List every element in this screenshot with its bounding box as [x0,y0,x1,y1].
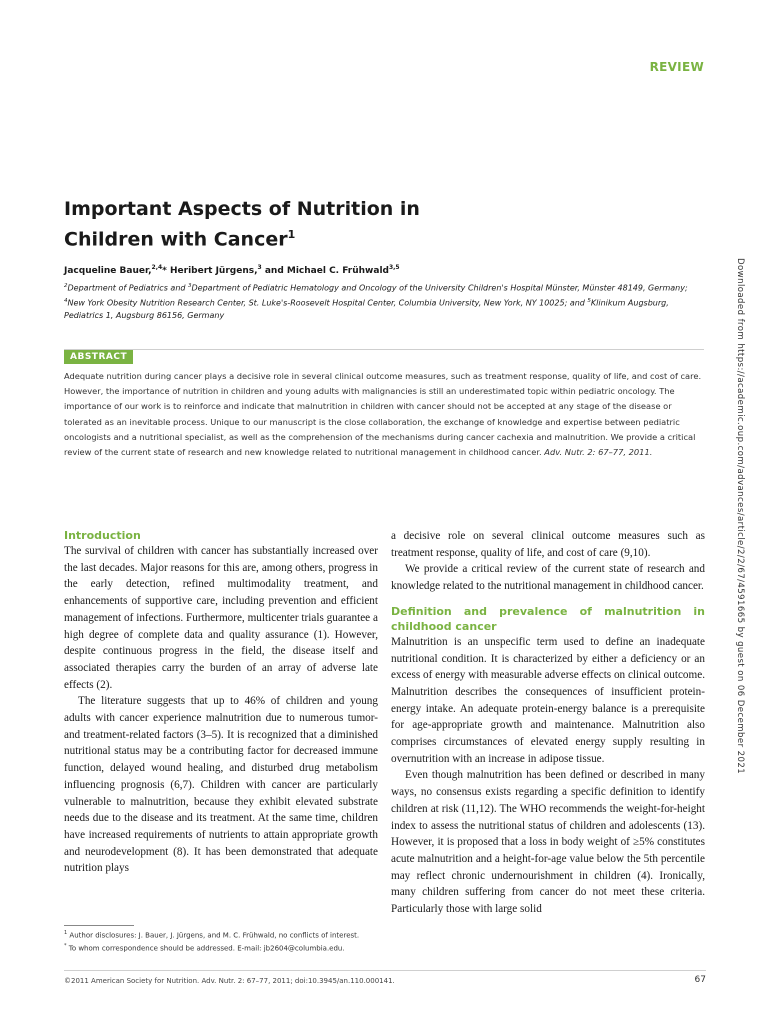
author-affil-mark: 3,5 [388,264,400,271]
right-paragraph-1: a decisive role on several clinical outcome measures such as treatment response, quality of life, and cost of care (9,10). [391,530,705,559]
title-footnote-mark: 1 [287,228,296,241]
footnote-divider [64,925,134,926]
abstract-body [64,369,706,460]
affiliations [64,280,694,322]
abstract-text: Adequate nutrition during cancer plays a decisive role in several clinical outcome measures, such as treatment response, quality of life, and cost of care. However, the importance of nutrition in children and young adults with malignancies is still an underestimated topic within pediatric oncology. The importance of our work is to reinforce and indicate that malnutrition in children with cancer should not be accepted at any stage of the disease or tolerated as an inevitable process. Unique to our manuscript is the close collaboration, the exchange of knowledge and expertise between pediatric oncologists and a nutritional specialist, as well as the comprehension of the mechanisms during cancer cachexia and malnutrition. We provide a critical review of the current state of research and new knowledge related to nutritional management in childhood cancer. [64,371,702,458]
corresponding-mark: * [162,266,167,276]
author-affil-mark: 3 [257,264,262,271]
abstract-citation: Adv. Nutr. 2: 67–77, 2011. [544,447,653,458]
affil-text: New York Obesity Nutrition Research Center, St. Luke's-Roosevelt Hospital Center, Columbia University, New York, NY 10025; and [67,298,588,308]
author-name: Jacqueline Bauer, [64,266,152,276]
affil-text: Department of Pediatrics and [67,283,189,293]
affil-text: Department of Pediatric Hematology and Oncology of the University Children's Hospital Münster, Münster 48149, Germany; [191,283,688,293]
download-watermark-container [735,258,749,778]
footnote-text: Author disclosures: J. Bauer, J. Jürgens, and M. C. Frühwald, no conflicts of interest. [69,931,360,940]
definition-heading: Definition and prevalence of malnutrition in childhood cancer [391,604,705,633]
definition-paragraph-2: Even though malnutrition has been defined or described in many ways, no consensus exists regarding a specific definition to identify children at risk (11,12). The WHO recommends the weight-for-height index to assess the nutritional status of children and adolescents (13). However, it is proposed that a loss in body weight of ≥5% constitutes acute malnutrition and a height-for-age value below the 5th percentile may reflect chronic undernourishment in children (4). Ironically, many children suffering from cancer do not meet these criteria. Particularly those with large solid [391,769,705,916]
footnote [64,941,384,954]
abstract-divider [64,349,704,350]
footnote-mark: * [64,943,67,950]
affil-text: Klinikum Augsburg, Pediatrics 1, Augsburg 86156, Germany [64,298,669,321]
author-list [64,264,704,276]
copyright-line: ©2011 American Society for Nutrition. Adv. Nutr. 2: 67–77, 2011; doi:10.3945/an.110.000141. [64,977,395,985]
article-title [64,196,484,252]
author-affil-mark: 2,4 [151,264,163,271]
author-name: and Michael C. Frühwald [261,266,389,276]
page-number: 67 [694,975,706,985]
footnote-mark: 1 [64,930,68,936]
right-column [391,528,705,918]
footnote [64,928,384,941]
footnote-text: To whom correspondence should be addressed. E-mail: jb2604@columbia.edu. [68,944,345,953]
intro-heading: Introduction [64,529,141,542]
abstract-label: ABSTRACT [64,350,133,364]
right-paragraph-2: We provide a critical review of the current state of research and knowledge related to the nutritional management in childhood cancer. [391,563,705,593]
footer-divider [64,970,706,971]
footnotes [64,928,384,955]
intro-paragraph-2: The literature suggests that up to 46% of children and young adults with cancer experience malnutrition due to numerous tumor- and treatment-related factors (3–5). It is recognized that a diminished nutritional status may be a contributing factor for decreased immune function, delayed wound healing, and disturbed drug metabolism influencing prognosis (6,7). Children with cancer are particularly vulnerable to malnutrition, because they exhibit elevated substrate needs due to the disease and its treatment. At the same time, children have increased requirements of nutrients to attain appropriate growth and neurodevelopment (8). It has been demonstrated that adequate nutrition plays [64,695,378,875]
left-column [64,528,378,877]
affil-mark: 5 [587,297,591,304]
author-name: Heribert Jürgens, [166,266,258,276]
definition-paragraph-1: Malnutrition is an unspecific term used to define an inadequate nutritional condition. It is characterized by either a deficiency or an excess of energy with measurable adverse effects on clinical outcome. Malnutrition describes the consequences of insufficient protein-energy intake. An adequate protein-energy balance is a prerequisite for age-appropriate growth and maintenance. Malnutrition also comprises circumstances of elevated energy supply resulting in overnutrition with an increase in adipose tissue. [391,635,705,765]
affil-mark: 3 [188,283,192,289]
download-watermark[interactable]: Downloaded from https://academic.oup.com/advances/article/2/2/67/4591665 by guest on 06 December 2021 [735,258,745,775]
affil-mark: 4 [64,297,68,304]
intro-paragraph-1: The survival of children with cancer has substantially increased over the last decades. Major reasons for this are, among others, progress in the early detection, refined multimodality treatment, and enhancements of supportive care, including prevention and efficient management of infections. Furthermore, multicenter trials guarantee a high degree of complete data and quality assurance (1). However, despite continuous progress in the field, the disease itself and associated therapies carry the burden of an array of adverse late effects (2). [64,545,378,691]
section-tag: REVIEW [649,60,704,74]
article-title-text: Important Aspects of Nutrition in Children with Cancer [64,198,420,251]
affil-mark: 2 [64,283,68,289]
